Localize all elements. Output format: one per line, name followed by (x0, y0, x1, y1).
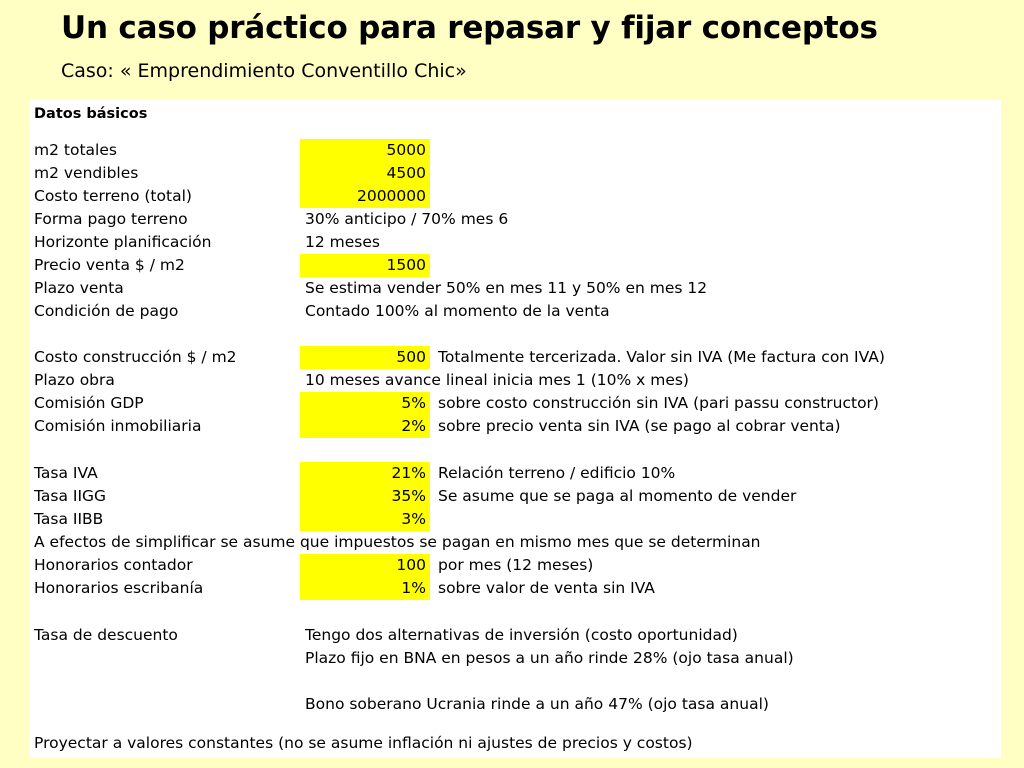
row-note: Se asume que se paga al momento de vender (438, 487, 797, 505)
row-text: A efectos de simplificar se asume que impuestos se pagan en mismo mes que se determinan (34, 533, 761, 551)
input-value[interactable]: 2% (300, 415, 430, 438)
row-label: Plazo obra (34, 371, 115, 389)
row-text: Plazo fijo en BNA en pesos a un año rinde 28% (ojo tasa anual) (305, 649, 794, 667)
slide-subtitle: Caso: « Emprendimiento Conventillo Chic» (61, 60, 467, 82)
row-m2-vendibles (29, 162, 1001, 185)
row-tasa-iigg (29, 485, 1001, 508)
row-tasa-iibb (29, 508, 1001, 531)
row-label: Honorarios escribanía (34, 579, 204, 597)
input-value[interactable]: 2000000 (300, 185, 430, 208)
row-forma-pago (29, 208, 1001, 231)
row-text: Se estima vender 50% en mes 11 y 50% en mes 12 (305, 279, 708, 297)
row-label: Horizonte planificación (34, 233, 212, 251)
row-label: Costo construcción $ / m2 (34, 348, 237, 366)
row-note: Totalmente tercerizada. Valor sin IVA (Me factura con IVA) (438, 348, 885, 366)
row-precio-venta (29, 254, 1001, 277)
row-label: Tasa IVA (34, 464, 98, 482)
row-condicion-pago (29, 300, 1001, 323)
row-text: 30% anticipo / 70% mes 6 (305, 210, 509, 228)
row-label: Precio venta $ / m2 (34, 256, 185, 274)
section-header-row (29, 103, 1001, 126)
row-comision-inmobiliaria (29, 415, 1001, 438)
row-text: Contado 100% al momento de la venta (305, 302, 610, 320)
data-sheet (29, 100, 1001, 758)
row-text: Bono soberano Ucrania rinde a un año 47% (ojo tasa anual) (305, 695, 769, 713)
row-tasa-iva (29, 462, 1001, 485)
row-plazo-obra (29, 369, 1001, 392)
row-label: Comisión inmobiliaria (34, 417, 202, 435)
row-note: sobre costo construcción sin IVA (pari passu constructor) (438, 394, 879, 412)
row-simplificar (29, 531, 1001, 554)
row-text: 12 meses (305, 233, 380, 251)
row-proyectar (29, 732, 1001, 755)
row-label: m2 totales (34, 141, 117, 159)
row-label: m2 vendibles (34, 164, 139, 182)
input-value[interactable]: 21% (300, 462, 430, 485)
row-label: Tasa IIGG (34, 487, 107, 505)
input-value[interactable]: 35% (300, 485, 430, 508)
row-costo-terreno (29, 185, 1001, 208)
row-label: Condición de pago (34, 302, 179, 320)
input-value[interactable]: 1% (300, 577, 430, 600)
row-text: Proyectar a valores constantes (no se asume inflación ni ajustes de precios y costos) (34, 734, 693, 752)
row-plazo-fijo (29, 647, 1001, 670)
row-text: 10 meses avance lineal inicia mes 1 (10% x mes) (305, 371, 689, 389)
input-value[interactable]: 1500 (300, 254, 430, 277)
input-value[interactable]: 5000 (300, 139, 430, 162)
section-header: Datos básicos (34, 106, 148, 122)
row-comision-gdp (29, 392, 1001, 415)
input-value[interactable]: 100 (300, 554, 430, 577)
row-note: Relación terreno / edificio 10% (438, 464, 676, 482)
row-label: Plazo venta (34, 279, 124, 297)
row-label: Tasa de descuento (34, 626, 178, 644)
row-bono (29, 693, 1001, 716)
row-label: Comisión GDP (34, 394, 144, 412)
row-label: Costo terreno (total) (34, 187, 192, 205)
row-label: Tasa IIBB (34, 510, 104, 528)
input-value[interactable]: 500 (300, 346, 430, 369)
row-note: sobre precio venta sin IVA (se pago al cobrar venta) (438, 417, 841, 435)
row-note: por mes (12 meses) (438, 556, 594, 574)
slide-title: Un caso práctico para repasar y fijar conceptos (61, 10, 878, 46)
row-horizonte (29, 231, 1001, 254)
input-value[interactable]: 3% (300, 508, 430, 531)
row-m2-totales (29, 139, 1001, 162)
input-value[interactable]: 5% (300, 392, 430, 415)
row-label: Forma pago terreno (34, 210, 188, 228)
row-note: sobre valor de venta sin IVA (438, 579, 655, 597)
row-plazo-venta (29, 277, 1001, 300)
row-honorarios-escribania (29, 577, 1001, 600)
row-costo-construccion (29, 346, 1001, 369)
row-label: Honorarios contador (34, 556, 193, 574)
row-text: Tengo dos alternativas de inversión (costo oportunidad) (305, 626, 738, 644)
row-honorarios-contador (29, 554, 1001, 577)
input-value[interactable]: 4500 (300, 162, 430, 185)
row-tasa-descuento (29, 624, 1001, 647)
